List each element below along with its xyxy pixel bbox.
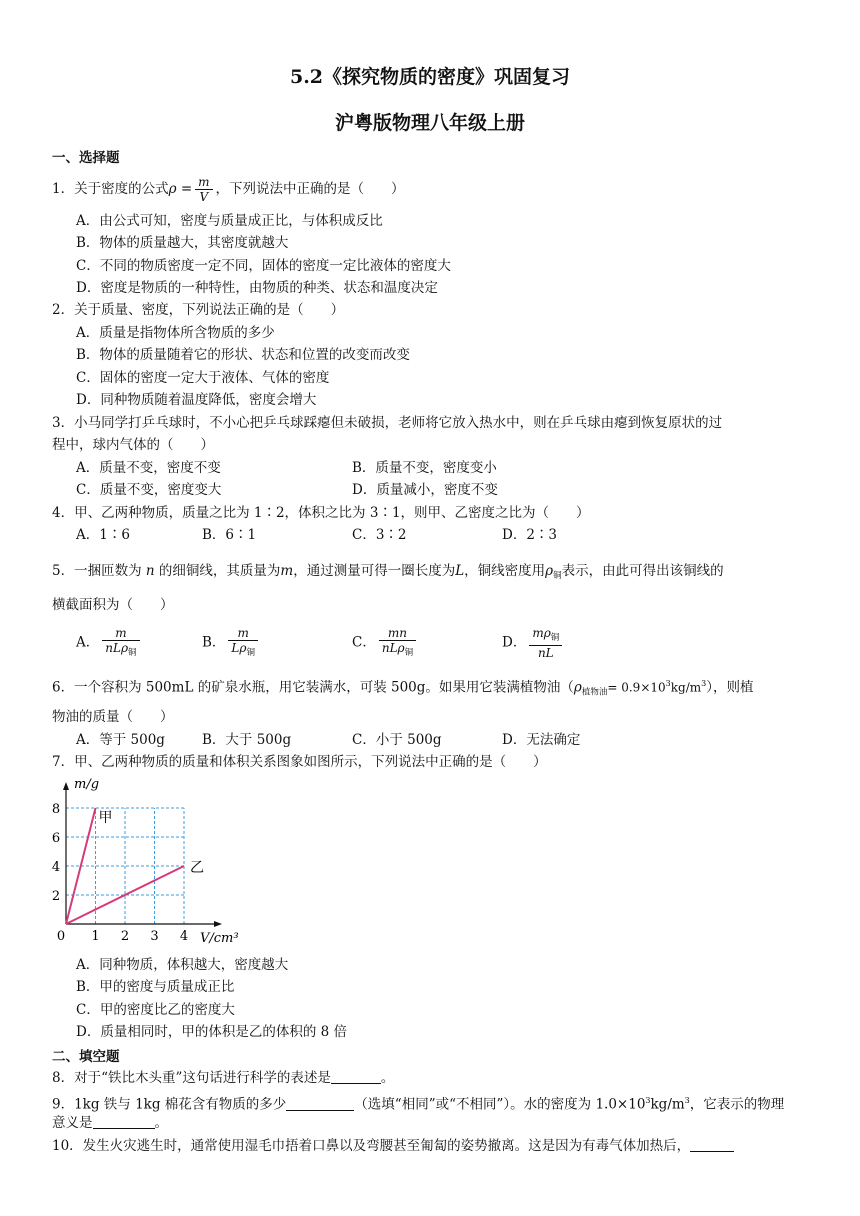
x-axis-label: V/cm³	[200, 931, 239, 946]
q2-option-a[interactable]: A．质量是指物体所含物质的多少	[76, 325, 275, 341]
q9-text-e: 意义是	[52, 1115, 93, 1131]
q6-rho-unit-exp: 3	[701, 679, 707, 688]
q5-d-num-wrap	[529, 626, 562, 646]
q5-c-den-wrap	[379, 641, 416, 660]
question-9-stem-line2	[52, 1112, 810, 1134]
q5-a-den: nLρ	[105, 641, 129, 655]
q5-b-den-sub: 铜	[246, 648, 255, 658]
q5-text-a: 5．一捆匝数为	[52, 563, 142, 579]
y-tick-label: 6	[51, 831, 61, 846]
page-title: 5.2《探究物质的密度》巩固复习	[289, 66, 571, 88]
q4-option-a[interactable]: A．1∶6	[76, 527, 130, 543]
q1-formula-den: V	[199, 190, 209, 204]
q9-text-b: （选填“相同”或“不相同”）。水的密度为 1.0×10	[354, 1096, 646, 1113]
q5-d-num: mρ	[532, 626, 551, 640]
q5-option-c-label: C．	[352, 634, 376, 651]
q5-option-c-fraction	[379, 626, 416, 660]
q7-mass-volume-chart	[42, 776, 272, 952]
q8-text-a: 8．对于“铁比木头重”这句话进行科学的表述是	[52, 1070, 331, 1086]
x-tick-label: 1	[91, 929, 100, 944]
q4-option-d[interactable]: D．2∶3	[502, 527, 558, 543]
q6-rho-exp: 3	[665, 679, 671, 688]
q1-option-d[interactable]: D．密度是物质的一种特性，由物质的种类、状态和温度决定	[76, 280, 438, 296]
q3-option-a[interactable]: A．质量不变，密度不变	[76, 460, 221, 476]
q7-option-a[interactable]: A．同种物质，体积越大，密度越大	[76, 957, 289, 973]
q8-text-b: 。	[380, 1070, 395, 1086]
q5-var-rho: ρ	[545, 563, 554, 579]
q1-option-c[interactable]: C．不同的物质密度一定不同，固体的密度一定比液体的密度大	[76, 258, 451, 274]
q5-option-c[interactable]	[352, 626, 419, 660]
question-4-stem: 4．甲、乙两种物质，质量之比为 1∶2，体积之比为 3∶1，则甲、乙密度之比为（ ）	[52, 505, 590, 521]
q5-text-c: ，通过测量可得一圈长度为	[293, 563, 456, 579]
q2-option-b[interactable]: B．物体的质量随着它的形状、状态和位置的改变而改变	[76, 347, 410, 363]
q5-option-d-label: D．	[502, 634, 527, 651]
q5-option-a[interactable]	[76, 626, 143, 660]
q5-c-den-sub: 铜	[404, 648, 414, 658]
q9-text-a: 9．1kg 铁与 1kg 棉花含有物质的多少	[52, 1096, 287, 1113]
q5-option-b-fraction	[228, 626, 258, 660]
q3-option-d[interactable]: D．质量减小，密度不变	[352, 482, 498, 498]
q5-c-den: nLρ	[381, 641, 405, 655]
q6-rho-sub: 植物油	[581, 687, 608, 698]
q1-option-a[interactable]: A．由公式可知，密度与质量成正比，与体积成反比	[76, 213, 383, 229]
q5-var-rho-sub: 铜	[553, 571, 562, 581]
q5-option-b[interactable]	[202, 626, 261, 660]
page-subtitle: 沪粤版物理八年级上册	[334, 112, 525, 134]
q5-b-num: m	[228, 626, 258, 641]
q5-b-den-wrap	[228, 641, 258, 660]
q2-option-c[interactable]: C．固体的密度一定大于液体、气体的密度	[76, 370, 330, 386]
q1-option-b[interactable]: B．物体的质量越大，其密度就越大	[76, 235, 289, 251]
x-tick-label: 2	[120, 929, 130, 944]
section-fill-heading: 二、填空题	[52, 1049, 120, 1065]
question-8-stem	[52, 1067, 810, 1089]
q4-option-b[interactable]: B．6∶1	[202, 527, 257, 543]
q9-answer-blank-2[interactable]	[93, 1113, 155, 1129]
q8-answer-blank[interactable]	[331, 1068, 381, 1084]
q5-c-num: mn	[379, 626, 416, 641]
q9-text-d: ，它表示的物理	[689, 1096, 785, 1113]
q9-text-c: kg/m	[650, 1096, 685, 1113]
q6-option-c[interactable]: C．小于 500g	[352, 732, 442, 748]
q5-a-den-wrap	[102, 641, 139, 660]
question-5-stem-line2: 横截面积为（ ）	[52, 597, 174, 613]
q5-var-n: n	[145, 563, 155, 579]
q1-formula-num: m	[195, 175, 212, 190]
q1-post: ，下列说法中正确的是（ ）	[215, 181, 405, 197]
y-axis-arrow	[63, 782, 69, 790]
question-10-stem	[52, 1135, 810, 1157]
q6-text-b: ），则植	[706, 679, 754, 696]
q6-option-d[interactable]: D．无法确定	[502, 732, 581, 748]
q5-text-d: ，铜线密度用	[464, 563, 546, 579]
q6-rho: ρ	[573, 679, 582, 696]
y-tick-label: 4	[51, 860, 61, 875]
q5-var-m: m	[280, 563, 294, 579]
q1-rho: ρ =	[168, 181, 193, 197]
series-label-yi: 乙	[190, 860, 204, 876]
q9-answer-blank-1[interactable]	[286, 1095, 354, 1111]
q5-option-a-fraction	[102, 626, 139, 660]
q5-d-den: nL	[537, 646, 554, 660]
question-5-stem-line1	[52, 560, 810, 587]
q6-option-b[interactable]: B．大于 500g	[202, 732, 292, 748]
x-tick-label: 4	[179, 929, 189, 944]
q5-a-den-sub: 铜	[128, 648, 137, 658]
q6-option-a[interactable]: A．等于 500g	[76, 732, 165, 748]
q1-pre: 1．关于密度的公式	[52, 181, 169, 197]
q6-text-a: 6．一个容积为 500mL 的矿泉水瓶，用它装满水，可装 500g。如果用它装满植物油（	[52, 679, 574, 696]
q5-a-num: m	[102, 626, 139, 641]
q2-option-d[interactable]: D．同种物质随着温度降低，密度会增大	[76, 392, 317, 408]
question-1-stem	[52, 175, 810, 204]
y-axis-label: m/g	[74, 777, 100, 792]
q4-option-c[interactable]: C．3∶2	[352, 527, 407, 543]
q7-option-d[interactable]: D．质量相同时，甲的体积是乙的体积的 8 倍	[76, 1024, 347, 1040]
q9-exp2: 3	[684, 1096, 690, 1105]
q5-text-b: 的细铜线，其质量为	[158, 563, 281, 579]
section-choice-heading: 一、选择题	[52, 150, 120, 166]
chart-labels	[52, 777, 239, 946]
question-6-stem-line1	[52, 673, 810, 704]
y-tick-label: 2	[51, 889, 61, 904]
x-tick-label: 0	[56, 929, 66, 944]
question-3-stem-line2: 程中，球内气体的（ ）	[52, 437, 214, 453]
q10-text-a: 10．发生火灾逃生时，通常使用湿毛巾捂着口鼻以及弯腰甚至匍匐的姿势撤离。这是因为有毒气体加热后，	[52, 1138, 691, 1154]
question-2-stem: 2．关于质量、密度，下列说法正确的是（ ）	[52, 302, 345, 318]
x-tick-label: 3	[150, 929, 159, 944]
question-7-stem: 7．甲、乙两种物质的质量和体积关系图象如图所示，下列说法中正确的是（ ）	[52, 754, 547, 770]
x-axis-arrow	[214, 921, 222, 927]
chart-axes	[63, 782, 222, 927]
q5-b-den: Lρ	[231, 641, 247, 655]
q7-option-c[interactable]: C．甲的密度比乙的密度大	[76, 1002, 235, 1018]
chart-grid	[66, 808, 184, 924]
question-3-stem-line1: 3．小马同学打乒乓球时，不小心把乒乓球踩瘪但未破损，老师将它放入热水中，则在乒乓球由瘪到恢复原状的过	[52, 415, 723, 431]
q5-option-a-label: A．	[76, 634, 100, 651]
q1-formula-fraction	[195, 175, 212, 204]
q3-option-b[interactable]: B．质量不变，密度变小	[352, 460, 497, 476]
q5-d-num-sub: 铜	[550, 633, 560, 643]
q5-var-l: L	[455, 563, 465, 579]
q5-text-e: 表示，由此可得出该铜线的	[561, 563, 724, 579]
q5-option-d-fraction	[529, 626, 562, 660]
q3-option-c[interactable]: C．质量不变，密度变大	[76, 482, 222, 498]
q5-option-b-label: B．	[202, 634, 226, 651]
q9-exp: 3	[645, 1096, 651, 1105]
q6-rho-unit: kg/m	[670, 680, 702, 695]
q6-rho-value: = 0.9×10	[607, 680, 666, 695]
q7-option-b[interactable]: B．甲的密度与质量成正比	[76, 979, 235, 995]
q9-text-f: 。	[154, 1115, 168, 1131]
series-label-jia: 甲	[98, 810, 113, 826]
q10-answer-blank[interactable]	[690, 1136, 734, 1152]
y-tick-label: 8	[51, 802, 61, 817]
q5-option-d[interactable]	[502, 626, 565, 660]
question-6-stem-line2: 物油的质量（ ）	[52, 709, 174, 725]
